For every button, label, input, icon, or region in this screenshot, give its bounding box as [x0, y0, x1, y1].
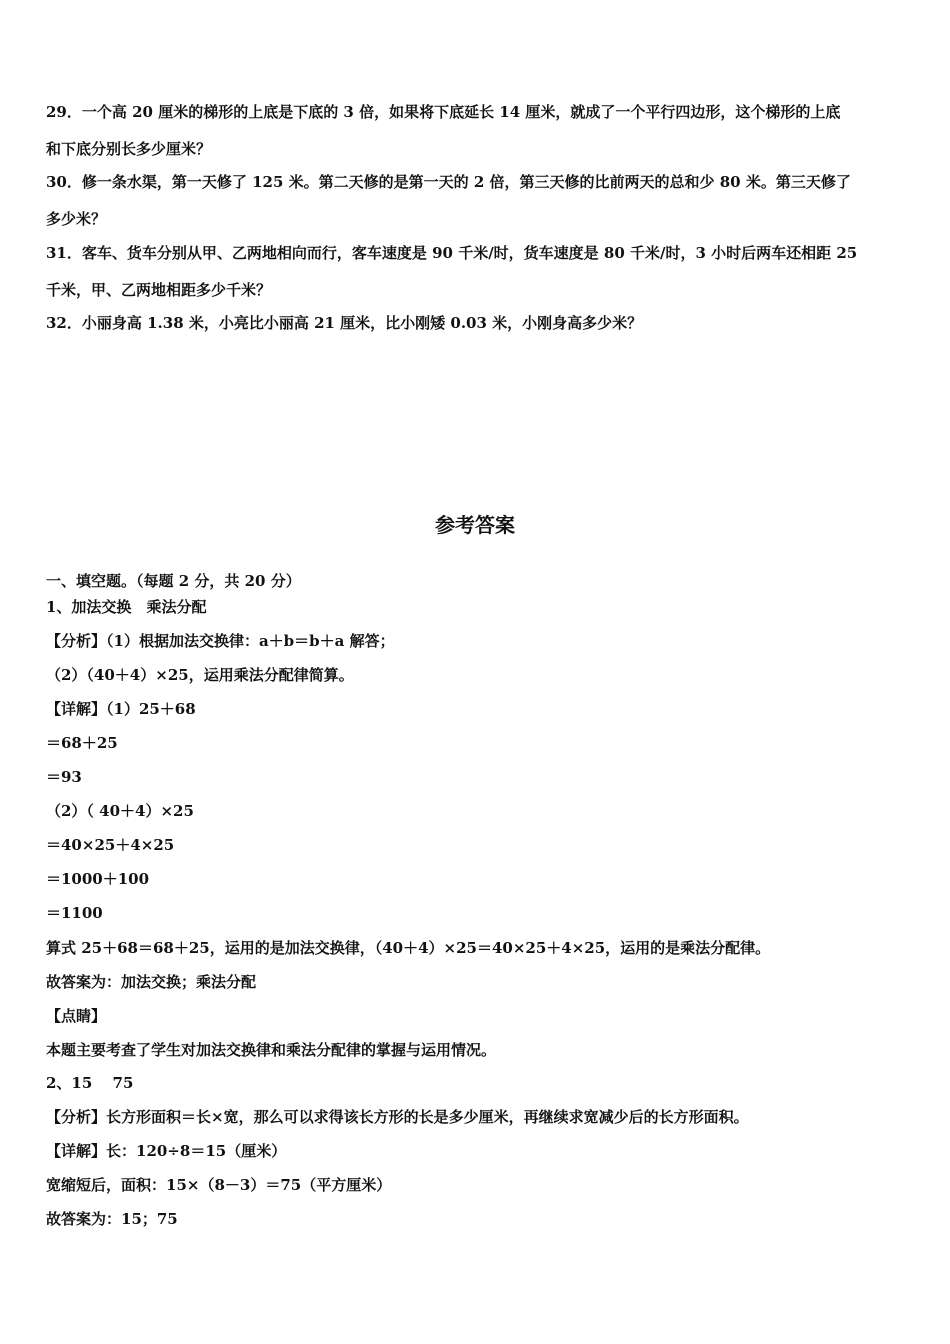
- question-31-line-1: 31．客车、货车分别从甲、乙两地相向而行，客车速度是 90 千米/时，货车速度是 80 千米/时，3 小时后两车还相距 25: [46, 244, 858, 262]
- answer-line: 1、加法交换 乘法分配: [46, 598, 207, 616]
- answer-line: 宽缩短后，面积：15×（8－3）＝75（平方厘米）: [46, 1176, 392, 1194]
- answer-line: ＝1100: [46, 904, 103, 922]
- question-30-line-1: 30．修一条水渠，第一天修了 125 米。第二天修的是第一天的 2 倍，第三天修的比前两天的总和少 80 米。第三天修了: [46, 173, 851, 191]
- answer-line: 本题主要考查了学生对加法交换律和乘法分配律的掌握与运用情况。: [46, 1041, 497, 1059]
- answer-line: （2）（40＋4）×25，运用乘法分配律简算。: [46, 666, 354, 684]
- answer-line: 【分析】长方形面积＝长×宽，那么可以求得该长方形的长是多少厘米，再继续求宽减少后的长方形面积。: [46, 1108, 749, 1126]
- answer-line: ＝68＋25: [46, 734, 118, 752]
- answer-line: ＝93: [46, 768, 82, 786]
- question-29-line-2: 和下底分别长多少厘米？: [46, 140, 212, 158]
- question-30-line-2: 多少米？: [46, 210, 107, 228]
- answers-section-heading: 一、填空题。（每题 2 分，共 20 分）: [46, 572, 301, 590]
- answer-line: ＝40×25＋4×25: [46, 836, 175, 854]
- answers-title: 参考答案: [435, 513, 515, 537]
- answer-line: 故答案为：15；75: [46, 1210, 178, 1228]
- question-29-line-1: 29．一个高 20 厘米的梯形的上底是下底的 3 倍，如果将下底延长 14 厘米，就成了一个平行四边形，这个梯形的上底: [46, 103, 841, 121]
- answer-line: 2、15 75: [46, 1074, 134, 1092]
- question-32-line-1: 32．小丽身高 1.38 米，小亮比小丽高 21 厘米，比小刚矮 0.03 米，小刚身高多少米？: [46, 314, 643, 332]
- answer-line: 【详解】长：120÷8＝15（厘米）: [46, 1142, 287, 1160]
- answer-line: 【详解】（1）25＋68: [46, 700, 196, 718]
- question-31-line-2: 千米，甲、乙两地相距多少千米？: [46, 281, 272, 299]
- answer-line: 【分析】（1）根据加法交换律：a＋b＝b＋a 解答；: [46, 632, 395, 650]
- answer-line: 算式 25＋68＝68＋25，运用的是加法交换律，（40＋4）×25＝40×25＋4×25，运用的是乘法分配律。: [46, 939, 771, 957]
- answer-line: 【点睛】: [46, 1007, 107, 1025]
- answer-line: （2）（ 40＋4）×25: [46, 802, 194, 820]
- answer-line: ＝1000＋100: [46, 870, 150, 888]
- answer-line: 故答案为：加法交换；乘法分配: [46, 973, 257, 991]
